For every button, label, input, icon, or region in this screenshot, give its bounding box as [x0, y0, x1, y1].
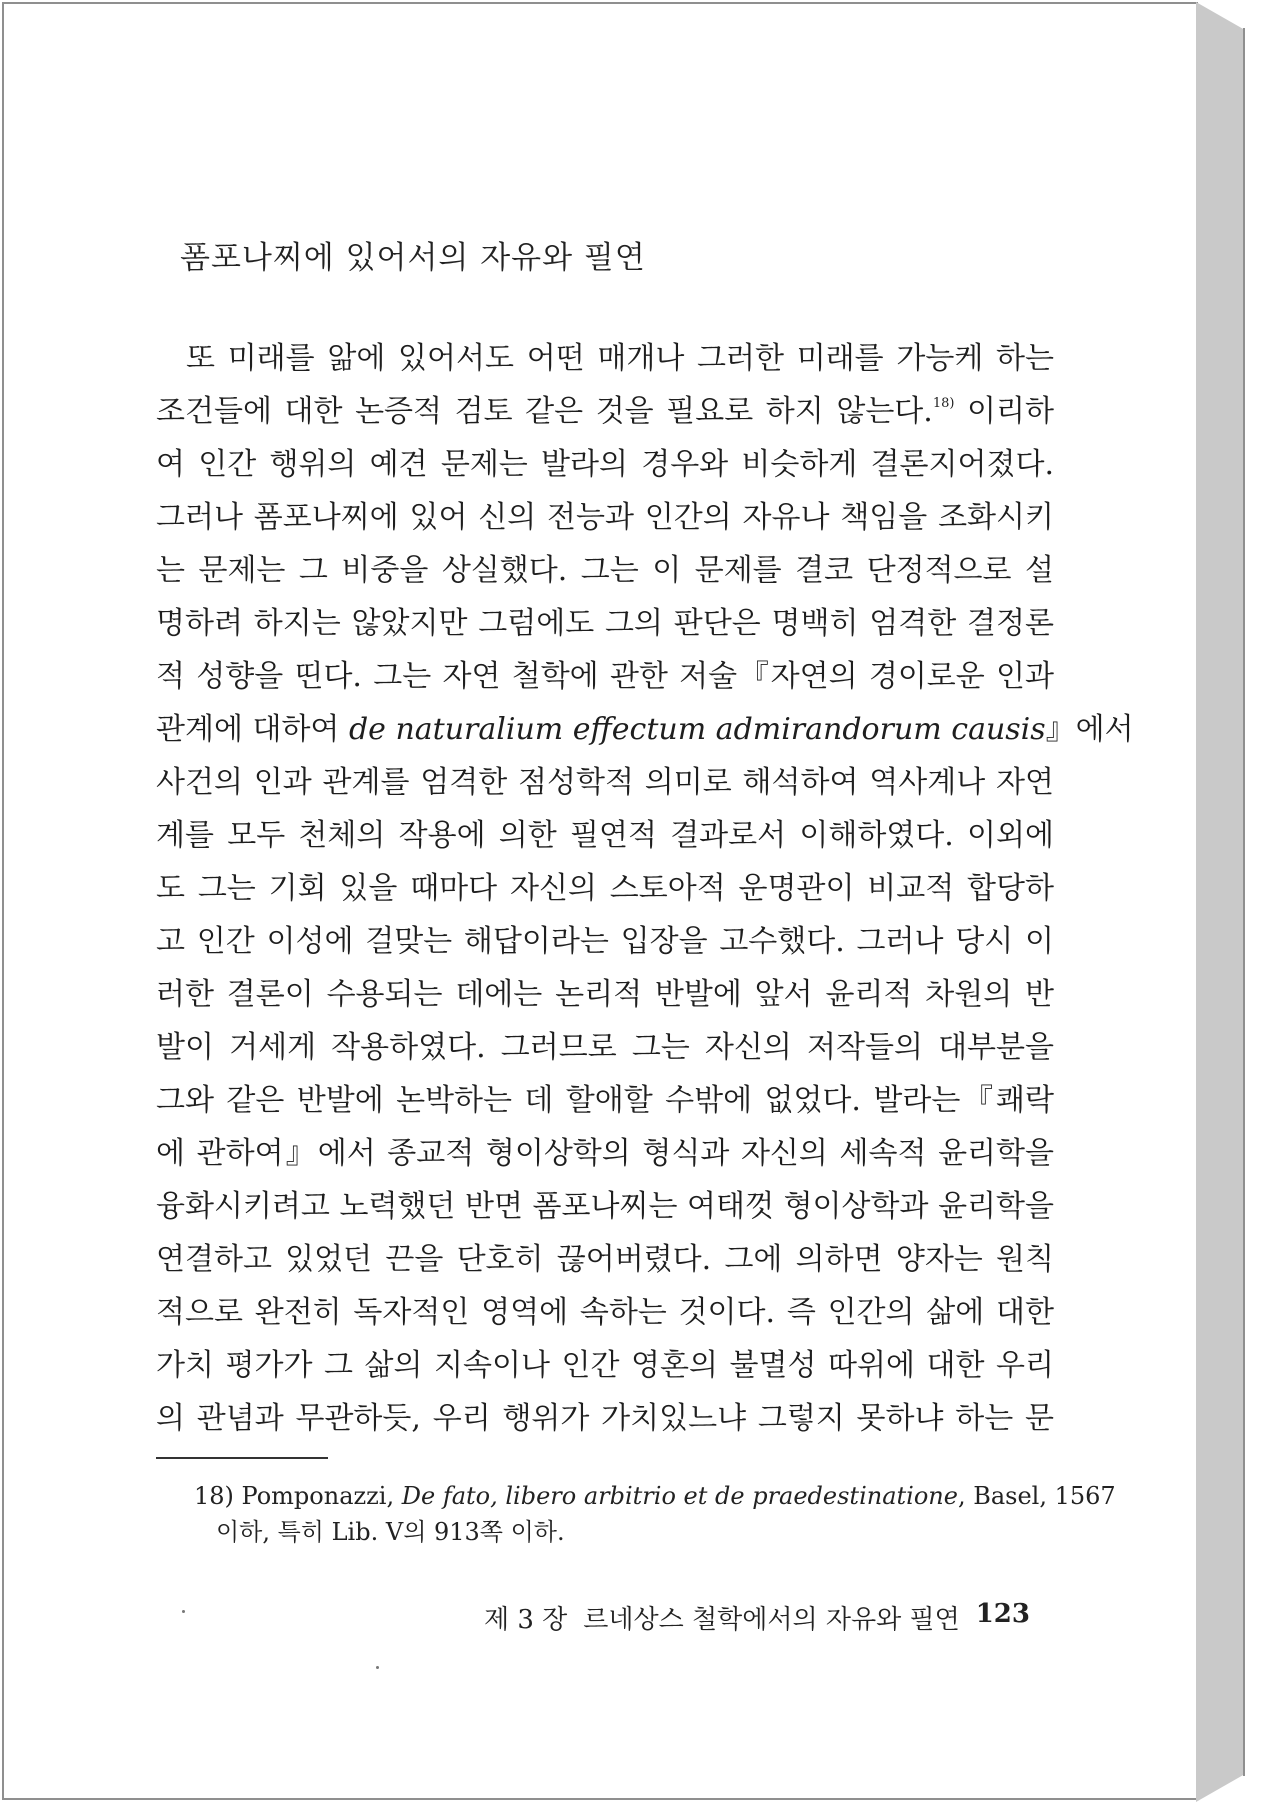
text-line	[156, 491, 1054, 544]
page-stack-edge	[1196, 2, 1245, 1802]
footnote-number: 18)	[194, 1482, 234, 1510]
text-line	[156, 703, 1134, 756]
text-segment: 고 인간 이성에 걸맞는 해답이라는 입장을 고수했다. 그러나 당시 이	[156, 924, 1054, 959]
text-segment: 이리하	[954, 394, 1054, 429]
text-line	[156, 809, 1054, 862]
text-segment: 의 관념과 무관하듯, 우리 행위가 가치있느냐 그렇지 못하냐 하는 문	[156, 1401, 1054, 1436]
text-segment: 발이 거세게 작용하였다. 그러므로 그는 자신의 저작들의 대부분을	[156, 1030, 1054, 1065]
text-segment: 적으로 완전히 독자적인 영역에 속하는 것이다. 즉 인간의 삶에 대한	[156, 1295, 1054, 1330]
text-line	[156, 862, 1054, 915]
footnote-author: Pomponazzi,	[241, 1482, 395, 1510]
running-head: 폼포나찌에 있어서의 자유와 필연	[180, 240, 646, 276]
text-segment: 또 미래를 앎에 있어서도 어떤 매개나 그러한 미래를 가능케 하는	[186, 341, 1054, 376]
text-segment: 계를 모두 천체의 작용에 의한 필연적 결과로서 이해하였다. 이외에	[156, 818, 1054, 853]
book-page	[2, 2, 1198, 1800]
footnote-place-year: , Basel, 1567	[957, 1482, 1116, 1510]
footnote-reference: 18)	[932, 396, 955, 411]
text-line	[156, 1233, 1054, 1286]
text-line	[156, 544, 1054, 597]
footnote-line-1	[194, 1478, 1116, 1514]
text-line	[156, 597, 1054, 650]
footnote-separator	[156, 1457, 328, 1459]
text-line	[156, 650, 1054, 703]
scan-speck	[182, 1610, 185, 1613]
text-segment: 관계에 대하여	[156, 712, 349, 747]
text-segment: 에 관하여』에서 종교적 형이상학의 형식과 자신의 세속적 윤리학을	[156, 1136, 1054, 1171]
text-line	[156, 332, 1054, 385]
text-line	[156, 1339, 1054, 1392]
chapter-label: 제 3 장	[483, 1605, 568, 1635]
text-line	[156, 1074, 1054, 1127]
text-line	[156, 968, 1054, 1021]
text-segment: 는 문제는 그 비중을 상실했다. 그는 이 문제를 결코 단정적으로 설	[156, 553, 1054, 588]
text-segment: 연결하고 있었던 끈을 단호히 끊어버렸다. 그에 의하면 양자는 원칙	[156, 1242, 1054, 1277]
latin-title: de naturalium effectum admirandorum causis	[348, 712, 1046, 747]
footnote-18	[194, 1478, 1116, 1550]
text-segment: 여 인간 행위의 예견 문제는 발라의 경우와 비슷하게 결론지어졌다.	[156, 447, 1054, 482]
footnote-line-2: 이하, 특히 Lib. V의 913쪽 이하.	[216, 1518, 565, 1546]
text-line	[156, 915, 1054, 968]
text-line	[156, 438, 1054, 491]
text-segment: 사건의 인과 관계를 엄격한 점성학적 의미로 해석하여 역사계나 자연	[156, 765, 1054, 800]
page-number: 123	[975, 1599, 1030, 1629]
text-segment: 러한 결론이 수용되는 데에는 논리적 반발에 앞서 윤리적 차원의 반	[156, 977, 1054, 1012]
scan-speck	[376, 1666, 379, 1669]
text-segment: 』에서	[1045, 712, 1134, 747]
text-line	[156, 1392, 1054, 1445]
chapter-title: 르네상스 철학에서의 자유와 필연	[583, 1605, 960, 1635]
page-stack-border	[1243, 28, 1245, 1776]
body-text	[156, 332, 1134, 1445]
text-segment: 가치 평가가 그 삶의 지속이나 인간 영혼의 불멸성 따위에 대한 우리	[156, 1348, 1054, 1383]
footnote-title: De fato, libero arbitrio et de praedestinatione	[401, 1482, 958, 1510]
page-footer	[483, 1599, 1030, 1636]
text-segment: 융화시키려고 노력했던 반면 폼포나찌는 여태껏 형이상학과 윤리학을	[156, 1189, 1054, 1224]
text-segment: 그와 같은 반발에 논박하는 데 할애할 수밖에 없었다. 발라는『쾌락	[156, 1083, 1054, 1118]
text-segment: 조건들에 대한 논증적 검토 같은 것을 필요로 하지 않는다.	[156, 394, 933, 429]
text-line	[156, 1127, 1054, 1180]
text-segment: 도 그는 기회 있을 때마다 자신의 스토아적 운명관이 비교적 합당하	[156, 871, 1054, 906]
text-line	[156, 385, 1054, 438]
text-line	[156, 1021, 1054, 1074]
text-segment: 명하려 하지는 않았지만 그럼에도 그의 판단은 명백히 엄격한 결정론	[156, 606, 1054, 641]
text-line	[156, 756, 1054, 809]
text-line	[156, 1286, 1054, 1339]
text-line	[156, 1180, 1054, 1233]
text-segment: 그러나 폼포나찌에 있어 신의 전능과 인간의 자유나 책임을 조화시키	[156, 500, 1054, 535]
text-segment: 적 성향을 띤다. 그는 자연 철학에 관한 저술『자연의 경이로운 인과	[156, 659, 1054, 694]
